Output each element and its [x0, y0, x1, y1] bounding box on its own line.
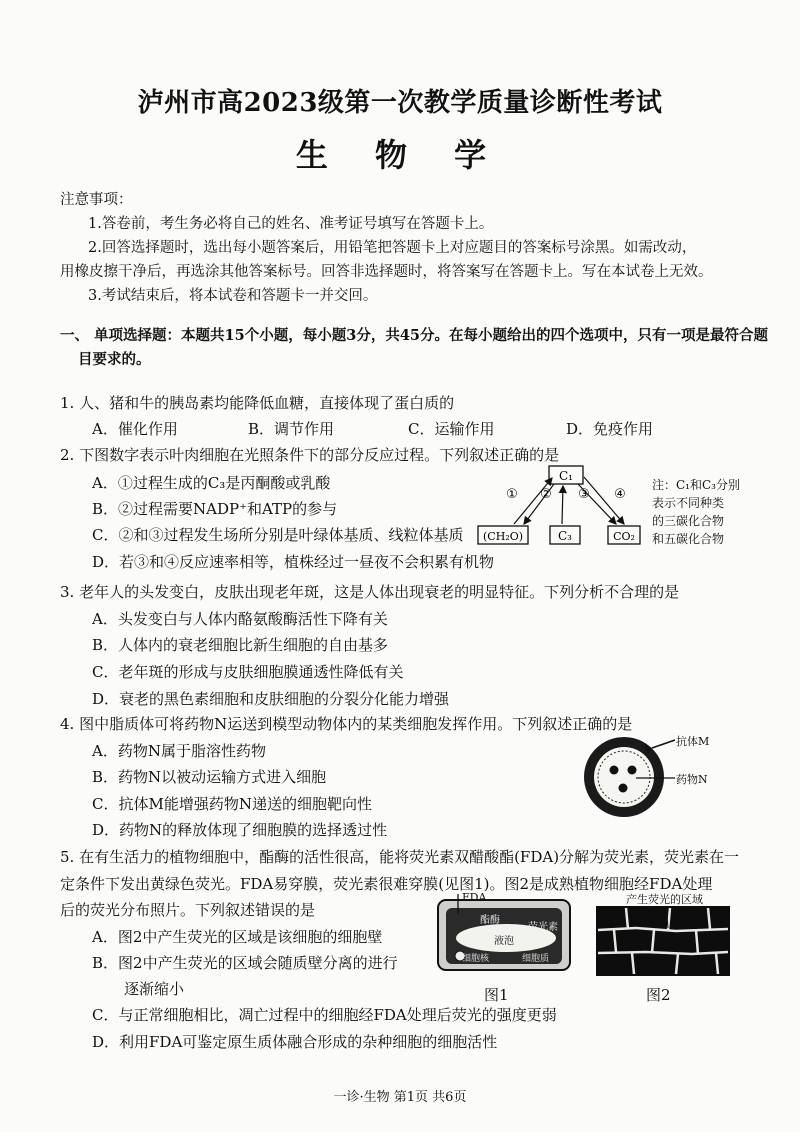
- step-4: ④: [614, 487, 626, 502]
- drug-particle: [628, 766, 637, 775]
- q5-stem-2: 定条件下发出黄绿色荧光。FDA易穿膜，荧光素很难穿膜(见图1)。图2是成熟植物细胞经FDA处理: [60, 875, 713, 893]
- q2-fig-note-3: 的三碳化合物: [652, 514, 725, 528]
- figure-2-caption: 图2: [646, 986, 671, 1004]
- c3-label: C₃: [558, 529, 572, 543]
- q4-option-d: D．药物N的释放体现了细胞膜的选择透过性: [92, 821, 388, 839]
- note-2b: 用橡皮擦干净后，再选涂其他答案标号。回答非选择题时，将答案写在答题卡上。写在本试卷上无效。: [60, 264, 713, 280]
- fig2-region-label: 产生荧光的区域: [626, 893, 703, 906]
- q2-reaction-diagram: [474, 462, 644, 550]
- q2-fig-note-2: 表示不同种类: [652, 496, 725, 510]
- drug-particle: [619, 784, 628, 793]
- q1-option-a: A．催化作用: [92, 420, 178, 438]
- enzyme-label: 酯酶: [480, 915, 500, 926]
- section-heading: 一、 单项选择题：本题共15个小题，每小题3分，共45分。在每小题给出的四个选项中，只有一项是最符合题: [60, 327, 768, 344]
- notes-heading: 注意事项：: [60, 192, 133, 208]
- fda-label: FDA: [462, 891, 487, 904]
- q5-option-d: D．利用FDA可鉴定原生质体融合形成的杂种细胞的细胞活性: [92, 1033, 498, 1051]
- q1-stem: 1. 人、猪和牛的胰岛素均能降低血糖，直接体现了蛋白质的: [60, 394, 455, 412]
- q2-option-c: C．②和③过程发生场所分别是叶绿体基质、线粒体基质: [92, 526, 464, 544]
- q2-option-d: D．若③和④反应速率相等，植株经过一昼夜不会积累有机物: [92, 553, 495, 571]
- figure-2-photo: [596, 906, 730, 976]
- section-heading-2: 目要求的。: [78, 351, 151, 368]
- q5-option-a: A．图2中产生荧光的区域是该细胞的细胞壁: [92, 928, 383, 946]
- q4-option-b: B．药物N以被动运输方式进入细胞: [92, 768, 327, 786]
- q2-fig-note-1: 注：C₁和C₃分别: [652, 478, 740, 492]
- note-2a: 2.回答选择题时，选出每小题答案后，用铅笔把答题卡上对应题目的答案标号涂黑。如需改动，: [88, 240, 697, 256]
- subject-title: 生 物 学: [295, 136, 505, 174]
- note-1: 1.答卷前，考生务必将自己的姓名、准考证号填写在答题卡上。: [88, 216, 494, 232]
- c1-label: C₁: [559, 469, 573, 483]
- nucleus-label: 细胞核: [462, 954, 490, 964]
- q3-option-d: D．衰老的黑色素细胞和皮肤细胞的分裂分化能力增强: [92, 690, 450, 708]
- q2-stem: 2. 下图数字表示叶肉细胞在光照条件下的部分反应过程。下列叙述正确的是: [60, 446, 560, 464]
- co2-label: CO₂: [613, 530, 635, 543]
- q2-option-b: B．②过程需要NADP⁺和ATP的参与: [92, 500, 338, 518]
- step-2: ②: [540, 487, 552, 502]
- q2-option-a: A．①过程生成的C₃是丙酮酸或乳酸: [92, 474, 331, 492]
- q1-option-d: D．免疫作用: [566, 420, 654, 438]
- q2-fig-note-4: 和五碳化合物: [652, 532, 725, 546]
- drug-label: 药物N: [676, 773, 708, 786]
- q4-stem: 4. 图中脂质体可将药物N运送到模型动物体内的某类细胞发挥作用。下列叙述正确的是: [60, 715, 633, 733]
- q5-option-b-2: 逐渐缩小: [124, 980, 185, 998]
- fluorescein-label: 荧光素: [528, 922, 558, 933]
- cytoplasm-label: 细胞质: [522, 954, 550, 964]
- q3-option-c: C．老年斑的形成与皮肤细胞膜通透性降低有关: [92, 663, 404, 681]
- q3-option-a: A．头发变白与人体内酪氨酸酶活性下降有关: [92, 610, 388, 628]
- drug-particle: [610, 766, 619, 775]
- q5-stem-1: 5. 在有生活力的植物细胞中，酯酶的活性很高，能将荧光素双醋酸酯(FDA)分解为荧光素，荧光素在一: [60, 848, 740, 866]
- q1-option-b: B．调节作用: [248, 420, 335, 438]
- antibody-label: 抗体M: [676, 735, 710, 748]
- step-1: ①: [506, 487, 518, 502]
- figure-1-caption: 图1: [484, 986, 509, 1004]
- q5-stem-3: 后的荧光分布照片。下列叙述错误的是: [60, 901, 316, 919]
- q1-option-c: C．运输作用: [408, 420, 495, 438]
- q3-option-b: B．人体内的衰老细胞比新生细胞的自由基多: [92, 636, 389, 654]
- page-footer: 一诊·生物 第1页 共6页: [333, 1090, 467, 1105]
- q3-stem: 3. 老年人的头发变白，皮肤出现老年斑，这是人体出现衰老的明显特征。下列分析不合理的是: [60, 583, 680, 601]
- q4-option-c: C．抗体M能增强药物N递送的细胞靶向性: [92, 795, 372, 813]
- exam-title: 泸州市高2023级第一次教学质量诊断性考试: [137, 88, 663, 118]
- step-3: ③: [578, 487, 590, 502]
- vacuole-label: 液泡: [494, 936, 514, 947]
- note-3: 3.考试结束后，将本试卷和答题卡一并交回。: [88, 288, 378, 304]
- q4-option-a: A．药物N属于脂溶性药物: [92, 742, 266, 760]
- ch2o-label: (CH₂O): [482, 530, 524, 543]
- q5-option-b-1: B．图2中产生荧光的区域会随质壁分离的进行: [92, 954, 398, 972]
- q5-option-c: C．与正常细胞相比，凋亡过程中的细胞经FDA处理后荧光的强度更弱: [92, 1006, 557, 1024]
